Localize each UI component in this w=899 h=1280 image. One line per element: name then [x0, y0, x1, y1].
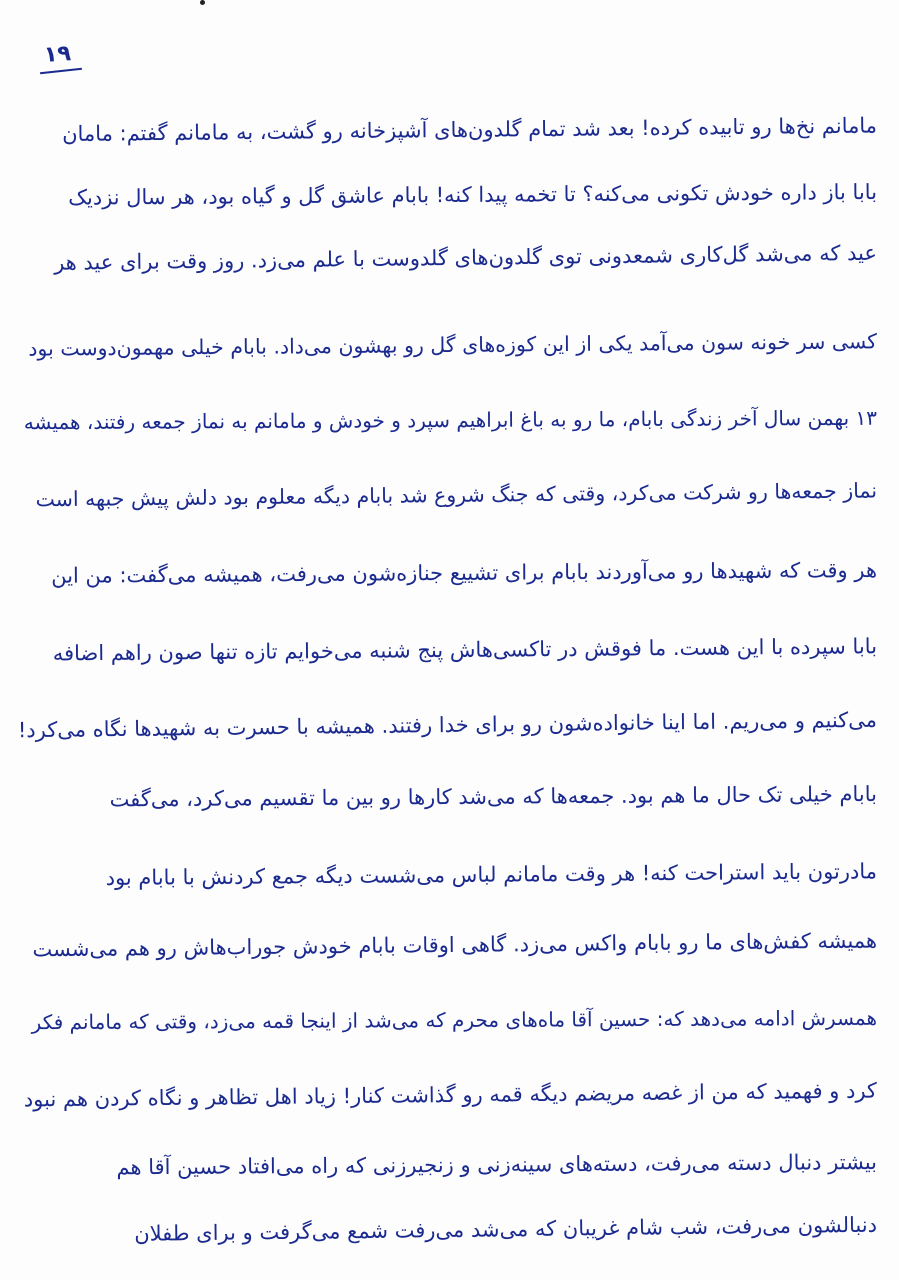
text-line: بابا باز داره خودش تکونی می‌کنه؟ تا تخمه پیدا کنه! بابام عاشق گل و گیاه بود، هر سال نزدیک [68, 179, 878, 210]
page-number: ۱۹ [43, 41, 72, 68]
text-line: می‌کنیم و می‌ریم. اما اینا خانواده‌شون رو برای خدا رفتند. همیشه با حسرت به شهیدها نگاه می‌کرد! [17, 707, 878, 743]
text-line: مادرتون باید استراحت کنه! هر وقت مامانم لباس می‌شست دیگه جمع کردنش با بابام بود [105, 859, 878, 890]
text-line: همیشه کفش‌های ما رو بابام واکس می‌زد. گاهی اوقات بابام خودش جوراب‌هاش رو هم می‌شست [32, 928, 878, 962]
text-line: دنبالشون می‌رفت، شب شام غریبان که می‌شد می‌رفت شمع می‌گرفت و برای طفلان [134, 1212, 878, 1246]
text-line: هر وقت که شهیدها رو می‌آوردند بابام برای تشییع جنازه‌شون می‌رفت، همیشه می‌گفت: من این [51, 557, 878, 588]
text-line: کرد و فهمید که من از غصه مریضم دیگه قمه رو گذاشت کنار! زیاد اهل تظاهر و نگاه کردن هم نبود [23, 1078, 878, 1112]
text-line: کسی سر خونه سون می‌آمد یکی از این کوزه‌های گل رو بهشون می‌داد. بابام خیلی مهمون‌دوست بود [28, 329, 878, 361]
text-line: نماز جمعه‌ها رو شرکت می‌کرد، وقتی که جنگ شروع شد بابام دیگه معلوم بود دلش پیش جبهه است [35, 478, 878, 512]
text-line: بیشتر دنبال دسته می‌رفت، دسته‌های سینه‌زنی و زنجیرزنی که راه می‌افتاد حسین آقا هم [116, 1149, 878, 1180]
text-line: بابا سپرده با این هست. ما فوقش در تاکسی‌هاش پنج شنبه می‌خوایم تازه تنها صون راهم اضافه [52, 634, 878, 666]
text-line: بابام خیلی تک حال ما هم بود. جمعه‌ها که می‌شد کارها رو بین ما تقسیم می‌کرد، می‌گفت [109, 781, 878, 812]
text-line: مامانم نخ‌ها رو تابیده کرده! بعد شد تمام گلدون‌های آشپزخانه رو گشت، به مامانم گفتم: مامان [62, 113, 878, 147]
text-line: عید که می‌شد گل‌کاری شمعدونی توی گلدون‌های گلدوست با علم می‌زد. روز وقت برای عید هر [53, 240, 878, 275]
text-line: همسرش ادامه می‌دهد که: حسین آقا ماه‌های محرم که می‌شد از اینجا قمه می‌زد، وقتی که مامانم فکر [31, 1005, 878, 1035]
text-line: ۱۳ بهمن سال آخر زندگی بابام، ما رو به باغ ابراهیم سپرد و خودش و مامانم به نماز جمعه رفتند، همیشه [23, 405, 878, 435]
